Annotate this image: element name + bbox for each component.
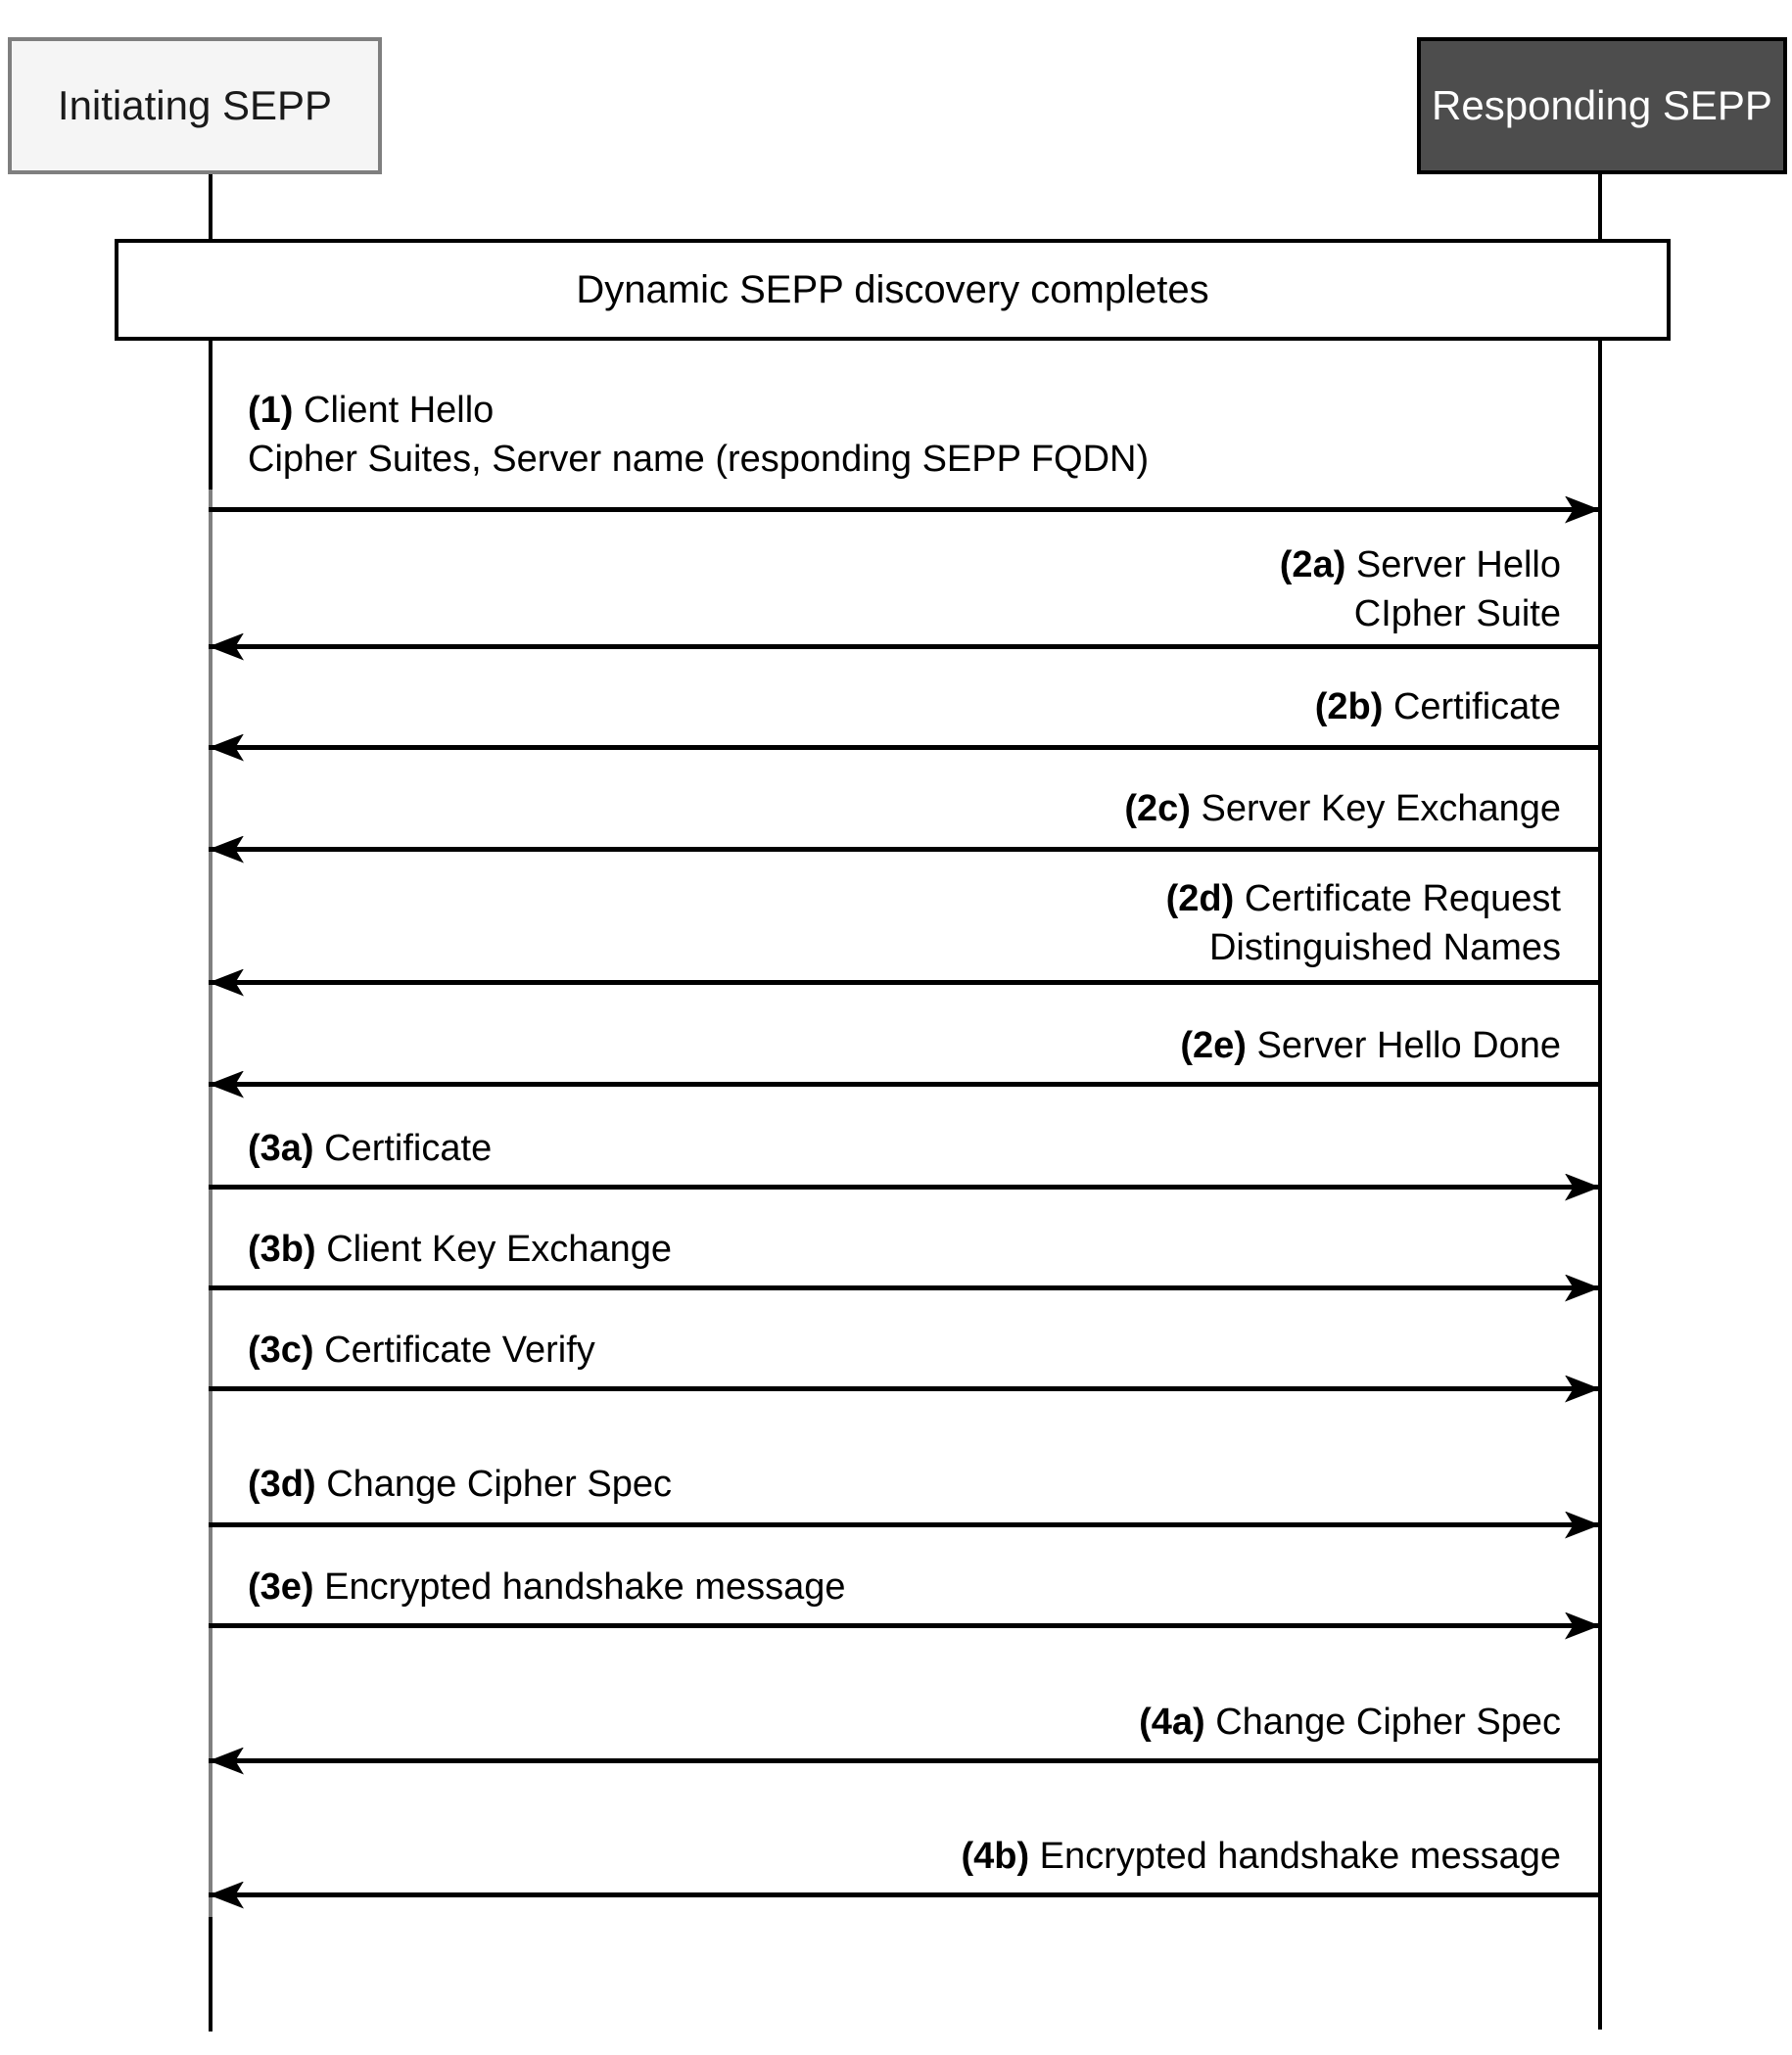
actor-box-initiating-sepp (8, 37, 382, 174)
message-2d-label (209, 874, 1600, 972)
message-2b-text: Certificate (1392, 686, 1561, 727)
message-2e-number: (2e) (1180, 1025, 1247, 1066)
message-3e-text: Encrypted handshake message (324, 1566, 846, 1608)
message-3d-line1 (248, 1460, 1600, 1509)
message-3a-line1 (248, 1124, 1600, 1173)
message-3d-label (209, 1460, 1600, 1509)
arrowhead-left-icon (209, 836, 244, 864)
actor-label-initiating-sepp: Initiating SEPP (57, 82, 333, 128)
message-3e-number: (3e) (248, 1566, 314, 1608)
message-2e-text: Server Hello Done (1256, 1025, 1561, 1066)
message-2d-arrow (209, 980, 1600, 985)
message-3c-text: Certificate Verify (324, 1330, 595, 1371)
message-4b-number: (4b) (961, 1836, 1030, 1877)
banner-dynamic-sepp-discovery (115, 239, 1671, 341)
message-3c-label (209, 1326, 1600, 1375)
message-3b-label (209, 1225, 1600, 1274)
arrowhead-right-icon (1565, 1612, 1600, 1640)
message-3b-line1 (248, 1225, 1600, 1274)
message-3d-arrow (209, 1522, 1600, 1527)
actor-label-responding-sepp: Responding SEPP (1432, 82, 1772, 128)
message-2c-text: Server Key Exchange (1201, 788, 1561, 829)
actor-box-responding-sepp (1417, 37, 1787, 174)
message-2c-label (209, 784, 1600, 833)
message-3e-line1 (248, 1563, 1600, 1611)
message-4b-text: Encrypted handshake message (1039, 1836, 1561, 1877)
message-3e-arrow (209, 1623, 1600, 1628)
message-4a-line1 (209, 1698, 1561, 1747)
arrowhead-left-icon (209, 1882, 244, 1909)
message-4b-arrow (209, 1892, 1600, 1897)
lifeline-initiating-bottom-segment (209, 1917, 212, 2032)
message-2d-number: (2d) (1165, 878, 1235, 919)
arrowhead-right-icon (1565, 1275, 1600, 1302)
message-2c-line1 (209, 784, 1561, 833)
message-2d-line1 (209, 874, 1561, 923)
message-2e-arrow (209, 1082, 1600, 1087)
message-1-text: Client Hello (304, 390, 495, 431)
message-2b-number: (2b) (1314, 686, 1384, 727)
message-2a-line2: CIpher Suite (1353, 593, 1561, 634)
message-4b-line1 (209, 1832, 1561, 1881)
message-2e-label (209, 1021, 1600, 1070)
arrowhead-right-icon (1565, 1376, 1600, 1403)
banner-text: Dynamic SEPP discovery completes (576, 267, 1209, 311)
arrowhead-left-icon (209, 1071, 244, 1098)
message-3b-text: Client Key Exchange (326, 1229, 672, 1270)
arrowhead-left-icon (209, 734, 244, 762)
message-3e-label (209, 1563, 1600, 1611)
message-2b-line1 (209, 682, 1561, 731)
message-2c-number: (2c) (1124, 788, 1191, 829)
message-1-arrow (209, 507, 1600, 512)
message-2d-line2: Distinguished Names (1208, 927, 1561, 968)
message-2a-arrow (209, 644, 1600, 649)
message-4a-text: Change Cipher Spec (1215, 1702, 1561, 1743)
message-1-number: (1) (248, 390, 294, 431)
message-3c-number: (3c) (248, 1330, 314, 1371)
message-3a-number: (3a) (248, 1128, 314, 1169)
message-2b-arrow (209, 745, 1600, 750)
message-3d-number: (3d) (248, 1464, 316, 1505)
arrowhead-right-icon (1565, 1512, 1600, 1539)
message-2a-number: (2a) (1279, 544, 1346, 585)
message-3b-number: (3b) (248, 1229, 316, 1270)
arrowhead-right-icon (1565, 1174, 1600, 1201)
message-4a-arrow (209, 1758, 1600, 1763)
message-3b-arrow (209, 1285, 1600, 1290)
message-1-label (209, 386, 1600, 484)
message-1-line2: Cipher Suites, Server name (responding SEPP FQDN) (248, 439, 1150, 480)
arrowhead-left-icon (209, 1748, 244, 1775)
message-2d-text: Certificate Request (1244, 878, 1561, 919)
arrowhead-left-icon (209, 969, 244, 997)
message-3c-line1 (248, 1326, 1600, 1375)
message-3c-arrow (209, 1386, 1600, 1391)
message-2a-label (209, 540, 1600, 638)
message-4b-label (209, 1832, 1600, 1881)
arrowhead-right-icon (1565, 496, 1600, 524)
message-1-line1 (248, 386, 1600, 435)
message-3a-label (209, 1124, 1600, 1173)
message-3a-arrow (209, 1185, 1600, 1190)
message-2a-line1 (209, 540, 1561, 589)
message-3d-text: Change Cipher Spec (326, 1464, 672, 1505)
message-2e-line1 (209, 1021, 1561, 1070)
message-2c-arrow (209, 847, 1600, 852)
message-3a-text: Certificate (324, 1128, 493, 1169)
message-4a-number: (4a) (1139, 1702, 1205, 1743)
message-2b-label (209, 682, 1600, 731)
message-4a-label (209, 1698, 1600, 1747)
message-2a-text: Server Hello (1355, 544, 1561, 585)
